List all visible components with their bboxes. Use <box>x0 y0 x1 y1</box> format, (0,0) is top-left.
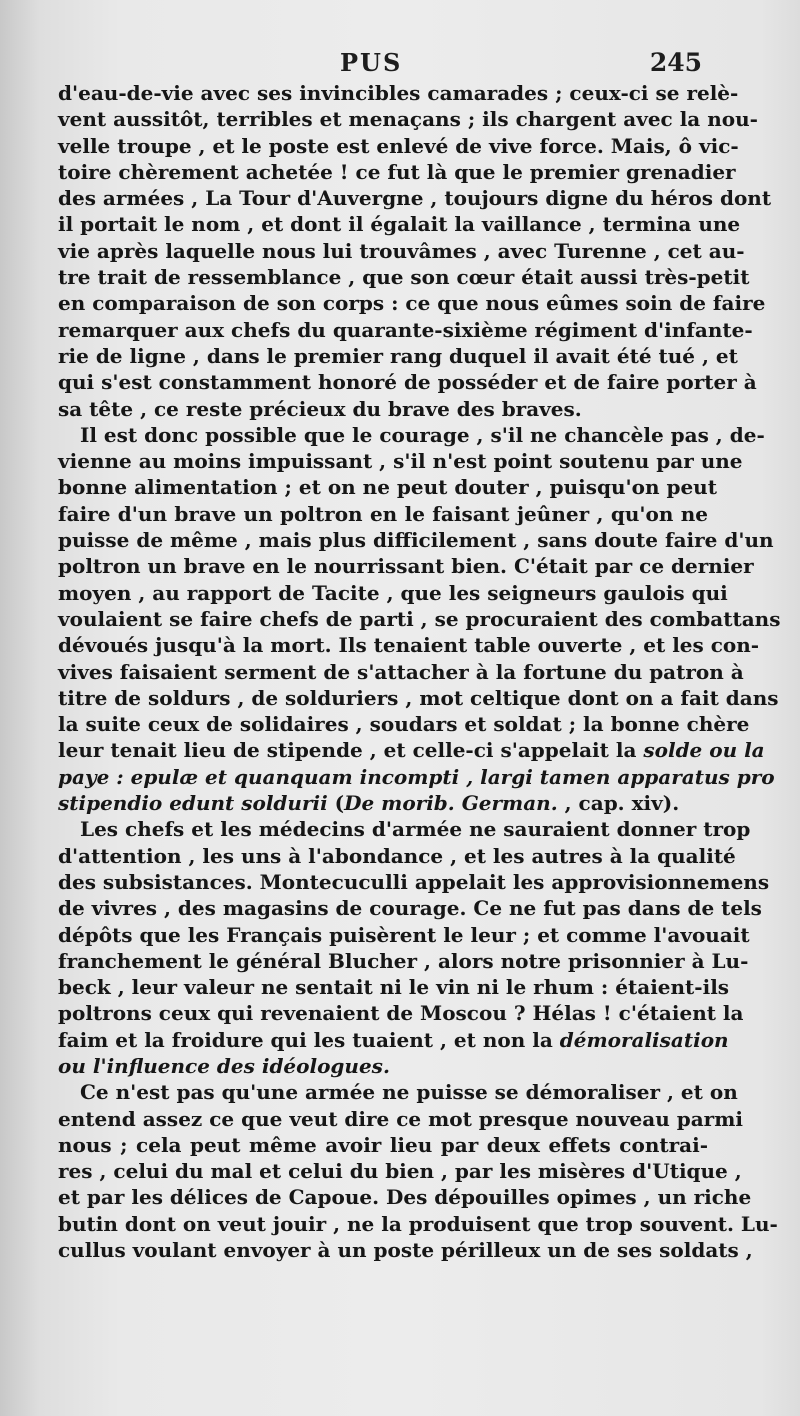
text-line: puisse de même , mais plus difficilement , sans doute faire d'un <box>58 528 774 553</box>
paragraph-2 <box>58 422 781 816</box>
text-line: dévoués jusqu'à la mort. Ils tenaient table ouverte , et les con- <box>58 633 760 658</box>
text-line: Ce n'est pas qu'une armée ne puisse se démoraliser , et on <box>80 1080 738 1105</box>
text-line: Les chefs et les médecins d'armée ne sauraient donner trop <box>80 817 751 842</box>
page-number: 245 <box>649 48 702 77</box>
italic-run: solde ou la <box>643 738 765 763</box>
text-line: Il est donc possible que le courage , s'il ne chancèle pas , de- <box>80 422 765 447</box>
body-text <box>58 80 781 1263</box>
text-line: toire chèrement achetée ! ce fut là que le premier grenadier <box>58 159 736 184</box>
text-line: et par les délices de Capoue. Des dépouilles opimes , un riche <box>58 1185 752 1210</box>
text-line-mixed <box>58 737 765 763</box>
text-line: qui s'est constamment honoré de posséder et de faire porter à <box>58 370 757 395</box>
text-run: , cap. xiv). <box>557 791 680 816</box>
text-line: entend assez ce que veut dire ce mot presque nouveau parmi <box>58 1106 743 1131</box>
paragraph-4 <box>58 1079 778 1263</box>
text-line: des subsistances. Montecuculli appelait les approvisionnemens <box>58 869 770 894</box>
italic-run: stipendio edunt soldurii <box>58 791 328 816</box>
text-line: poltrons ceux qui revenaient de Moscou ? Hélas ! c'étaient la <box>58 1001 744 1026</box>
text-line: en comparaison de son corps : ce que nous eûmes soin de faire <box>58 291 766 316</box>
paragraph-3 <box>58 816 770 1079</box>
paragraph-1 <box>58 80 772 422</box>
text-run: faim et la froidure qui les tuaient , et non la <box>58 1027 560 1052</box>
text-line: poltron un brave en le nourrissant bien. C'était par ce dernier <box>58 554 754 579</box>
text-line <box>58 1053 708 1079</box>
text-line: cullus voulant envoyer à un poste périlleux un de ses soldats , <box>58 1238 753 1263</box>
text-line: voulaient se faire chefs de parti , se procuraient des combattans <box>58 606 781 631</box>
text-line: bonne alimentation ; et on ne peut douter , puisqu'on peut <box>58 475 717 500</box>
italic-run: paye : epulæ et quanquam incompti , largi tamen apparatus pro <box>58 764 775 789</box>
text-line-mixed <box>58 1027 729 1053</box>
text-line: d'attention , les uns à l'abondance , et les autres à la qualité <box>58 843 736 868</box>
text-line: vie après laquelle nous lui trouvâmes , avec Turenne , cet au- <box>58 238 745 263</box>
text-line: res , celui du mal et celui du bien , par les misères d'Utique , <box>58 1159 742 1184</box>
text-line-mixed: stipendio edunt soldurii (De morib. German. , cap. xiv). <box>58 791 680 816</box>
italic-run: ou l'influence des idéologues. <box>58 1053 390 1078</box>
text-line: vives faisaient serment de s'attacher à la fortune du patron à <box>58 659 744 684</box>
text-line: la suite ceux de solidaires , soudars et soldat ; la bonne chère <box>58 712 750 737</box>
text-line: d'eau-de-vie avec ses invincibles camarades ; ceux-ci se relè- <box>58 81 739 105</box>
italic-run: démoralisation <box>559 1027 729 1052</box>
text-run: leur tenait lieu de stipende , et celle-ci s'appelait la <box>58 738 644 763</box>
text-line: de vivres , des magasins de courage. Ce ne fut pas dans de tels <box>58 896 762 921</box>
text-line: il portait le nom , et dont il égalait la vaillance , termina une <box>58 212 741 237</box>
text-line: dépôts que les Français puisèrent le leur ; et comme l'avouait <box>58 922 750 947</box>
text-line: remarquer aux chefs du quarante-sixième régiment d'infante- <box>58 317 753 342</box>
text-line: beck , leur valeur ne sentait ni le vin ni le rhum : étaient-ils <box>58 975 730 1000</box>
text-line: tre trait de ressemblance , que son cœur était aussi très-petit <box>58 265 750 290</box>
text-line: franchement le général Blucher , alors notre prisonnier à Lu- <box>58 948 749 973</box>
text-line: faire d'un brave un poltron en le faisant jeûner , qu'on ne <box>58 501 708 526</box>
text-line: des armées , La Tour d'Auvergne , toujours digne du héros dont <box>58 186 772 211</box>
text-line: butin dont on veut jouir , ne la produisent que trop souvent. Lu- <box>58 1211 778 1236</box>
text-line: vent aussitôt, terribles et menaçans ; ils chargent avec la nou- <box>58 107 758 132</box>
text-line: vienne au moins impuissant , s'il n'est point soutenu par une <box>58 449 743 474</box>
text-line: titre de soldurs , de solduriers , mot celtique dont on a fait dans <box>58 685 779 710</box>
text-line: rie de ligne , dans le premier rang duquel il avait été tué , et <box>58 343 738 368</box>
text-line: sa tête , ce reste précieux du brave des braves. <box>58 396 582 421</box>
running-head: PUS <box>340 48 403 77</box>
text-line: velle troupe , et le poste est enlevé de vive force. Mais, ô vic- <box>58 133 739 158</box>
text-line <box>58 764 775 790</box>
page-header <box>62 48 702 82</box>
text-line: moyen , au rapport de Tacite , que les seigneurs gaulois qui <box>58 580 728 605</box>
citation-italic: De morib. German. <box>344 791 558 816</box>
text-line: nous ; cela peut même avoir lieu par deux effets contrai- <box>58 1132 708 1157</box>
